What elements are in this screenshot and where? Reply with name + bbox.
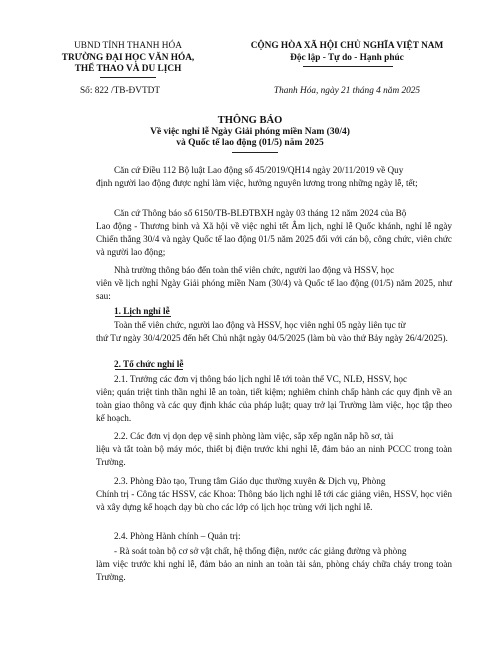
issuing-authority	[58, 41, 198, 76]
national-title: CỘNG HÒA XÃ HỘI CHỦ NGHĨA VIỆT NAM	[250, 41, 444, 51]
announcement-intro: Nhà trường thông báo đến toàn thể viên chức, người lao động và HSSV, học viên về lịch nghỉ Ngày Giải phóng miền Nam (30/4) và Quốc tế lao động (01/5) năm 2025, như sau:	[96, 265, 452, 301]
section-2-underline	[115, 369, 183, 370]
title-rule	[232, 152, 278, 153]
section-2-heading: 2. Tổ chức nghỉ lễ	[114, 359, 184, 369]
document-title: THÔNG BÁO	[217, 115, 283, 126]
item-2-4-bullet: - Rà soát toàn bộ cơ sở vật chất, hệ thống điện, nước các giảng đường và phòng làm việc trước khi nghỉ lễ, đảm bảo an ninh an toàn tài sản, phòng cháy chữa cháy trong toàn Trường.	[96, 546, 452, 582]
document-number: Số: 822 /TB-ĐVTDT	[80, 86, 161, 96]
section-1-heading: 1. Lịch nghỉ lễ	[114, 306, 170, 316]
holiday-schedule: Toàn thể viên chức, người lao động và HSSV, học viên nghỉ 05 ngày liên tục từ thứ Tư ngày 30/4/2025 đến hết Chủ nhật ngày 04/5/2025 (làm bù vào thứ Bảy ngày 26/4/2025).	[96, 320, 448, 343]
item-2-2: 2.2. Các đơn vị dọn dẹp vệ sinh phòng làm việc, sắp xếp ngăn nắp hồ sơ, tài liệu và tắt toàn bộ máy móc, thiết bị điện trước khi nghỉ lễ, đảm bảo an ninh PCCC trong toàn Trường.	[96, 431, 452, 467]
item-2-4-heading: 2.4. Phòng Hành chính – Quản trị:	[114, 531, 241, 541]
legal-basis-2: Căn cứ Thông báo số 6150/TB-BLĐTBXH ngày 03 tháng 12 năm 2024 của Bộ Lao động - Thương binh và Xã hội về việc nghỉ tết Âm lịch, nghỉ lễ Quốc khánh, nghỉ lễ ngày Chiến thắng 30/4 và ngày Quốc tế lao động 01/5 năm 2025 đối với cán bộ, công chức, viên chức và người lao động;	[96, 208, 452, 257]
authority-name: UBND TỈNH THANH HÓA	[74, 41, 182, 51]
item-2-3: 2.3. Phòng Đào tạo, Trung tâm Giáo dục thường xuyên & Dịch vụ, Phòng Chính trị - Công tác HSSV, các Khoa: Thông báo lịch nghỉ lễ tới các giảng viên, HSSV, học viên và xây dựng kế hoạch dạy bù cho các lớp có lịch học trùng với lịch nghỉ lễ.	[96, 476, 452, 512]
school-name-line1: TRƯỜNG ĐẠI HỌC VĂN HÓA,	[61, 52, 195, 63]
header-right-rule	[303, 66, 393, 67]
school-name-line2: THỂ THAO VÀ DU LỊCH	[74, 64, 182, 74]
national-motto: Độc lập - Tự do - Hạnh phúc	[290, 53, 404, 63]
document-subject-line1: Về việc nghỉ lễ Ngày Giải phóng miền Nam (30/4)	[150, 127, 350, 137]
issue-date: Thanh Hóa, ngày 21 tháng 4 năm 2025	[273, 86, 421, 96]
header-left-rule	[100, 77, 156, 78]
legal-basis-1: Căn cứ Điều 112 Bộ luật Lao động số 45/2019/QH14 ngày 20/11/2019 về Quy định người lao động được nghỉ làm việc, hưởng nguyên lương trong những ngày lễ, tết;	[96, 165, 418, 188]
section-1-underline	[115, 316, 171, 317]
item-2-1: 2.1. Trưởng các đơn vị thông báo lịch nghỉ lễ tới toàn thể VC, NLĐ, HSSV, học viên; quán triệt tinh thần nghỉ lễ an toàn, tiết kiệm; nghiêm chỉnh chấp hành các quy định về an toàn giao thông và các quy định khác của pháp luật; quay trở lại Trường làm việc, học tập theo kế hoạch.	[96, 374, 452, 423]
document-subject-line2: và Quốc tế lao động (01/5) năm 2025	[176, 138, 324, 148]
